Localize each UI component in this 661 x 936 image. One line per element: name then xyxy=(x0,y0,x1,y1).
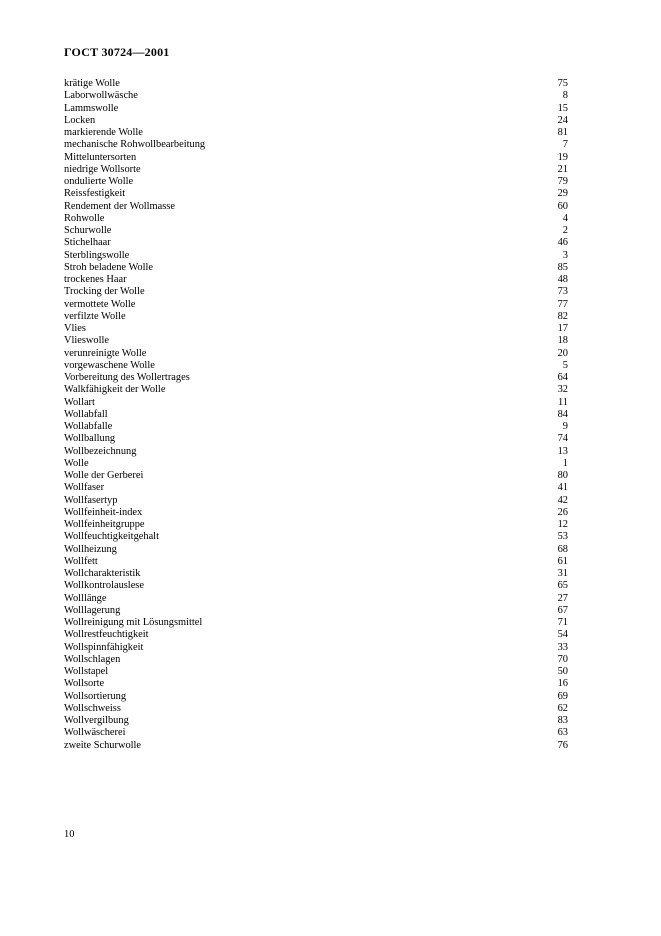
index-term: Wollschweiss xyxy=(64,702,121,714)
index-term-number: 13 xyxy=(557,445,568,457)
index-entry xyxy=(64,127,568,139)
index-entry xyxy=(64,507,568,519)
index-entry xyxy=(64,446,568,458)
page-number: 10 xyxy=(64,829,75,840)
index-term-number: 75 xyxy=(557,78,568,89)
index-term-number: 46 xyxy=(557,237,568,249)
index-term: trockenes Haar xyxy=(64,274,127,285)
index-term-number: 71 xyxy=(557,617,568,628)
index-term-number: 27 xyxy=(557,592,568,604)
index-term-number: 24 xyxy=(557,114,568,126)
index-term-number: 5 xyxy=(562,359,568,371)
index-term-number: 26 xyxy=(557,506,568,518)
index-entry xyxy=(64,409,568,421)
index-term: Wollschlagen xyxy=(64,653,121,665)
index-term-number: 29 xyxy=(557,188,568,200)
index-term: Wollfaser xyxy=(64,482,105,494)
index-term: Wollfett xyxy=(64,555,98,567)
index-entry xyxy=(64,544,568,556)
index-term-number: 85 xyxy=(557,261,568,273)
index-term: Wollkontrolauslese xyxy=(64,580,144,592)
index-term-number: 54 xyxy=(557,629,568,641)
index-term-number: 4 xyxy=(562,212,568,224)
index-term-number: 82 xyxy=(557,310,568,322)
index-term: Vorbereitung des Wollertrages xyxy=(64,372,190,383)
index-term-number: 61 xyxy=(557,555,568,567)
index-entry xyxy=(64,556,568,568)
index-term-number: 42 xyxy=(557,494,568,506)
index-term: Wolllänge xyxy=(64,592,107,604)
index-entry xyxy=(64,201,568,213)
index-term-number: 41 xyxy=(557,482,568,494)
index-term: markierende Wolle xyxy=(64,127,143,138)
index-entry xyxy=(64,421,568,433)
index-entry xyxy=(64,360,568,372)
index-entry xyxy=(64,568,568,580)
index-term-number: 68 xyxy=(557,543,568,555)
index-term: Vlies xyxy=(64,323,86,334)
index-entry xyxy=(64,139,568,151)
index-entry xyxy=(64,580,568,592)
index-term: Trocking der Wolle xyxy=(64,286,145,298)
index-entry xyxy=(64,262,568,274)
index-entry xyxy=(64,164,568,176)
index-term: Wollart xyxy=(64,396,95,408)
index-term-number: 1 xyxy=(562,457,568,469)
index-term-number: 11 xyxy=(557,396,568,408)
index-term: Locken xyxy=(64,114,96,126)
index-term: Wollstapel xyxy=(64,666,109,677)
index-term: ondulierte Wolle xyxy=(64,176,134,187)
index-entry xyxy=(64,642,568,654)
index-term: Stichelhaar xyxy=(64,237,111,249)
index-term: Wollfeuchtigkeitgehalt xyxy=(64,531,159,543)
index-term: Wollsortierung xyxy=(64,690,127,702)
index-term-number: 83 xyxy=(557,715,568,726)
index-term: Wolllagerung xyxy=(64,604,121,616)
index-term-number: 63 xyxy=(557,727,568,739)
index-term: Wollabfalle xyxy=(64,421,113,432)
index-entry xyxy=(64,103,568,115)
index-entry xyxy=(64,666,568,678)
index-term: Wollfasertyp xyxy=(64,494,118,506)
index-term-number: 31 xyxy=(557,568,568,579)
index-entry xyxy=(64,348,568,360)
index-term: Wollheizung xyxy=(64,543,117,555)
index-term: Wollwäscherei xyxy=(64,727,126,739)
index-term: Stroh beladene Wolle xyxy=(64,261,153,273)
index-term-number: 64 xyxy=(557,372,568,383)
index-term-number: 21 xyxy=(557,163,568,175)
index-entry xyxy=(64,629,568,641)
index-term: Wollreinigung mit Lösungsmittel xyxy=(64,617,203,628)
index-entry xyxy=(64,225,568,237)
index-entry xyxy=(64,372,568,384)
index-term-number: 62 xyxy=(557,702,568,714)
index-term: verfilzte Wolle xyxy=(64,310,126,322)
index-entry xyxy=(64,433,568,445)
index-entry xyxy=(64,90,568,102)
index-entry xyxy=(64,335,568,347)
index-term-number: 53 xyxy=(557,531,568,543)
index-term-number: 2 xyxy=(562,225,568,236)
index-term: vorgewaschene Wolle xyxy=(64,359,155,371)
index-entry xyxy=(64,250,568,262)
index-term-number: 81 xyxy=(557,127,568,138)
index-entry xyxy=(64,397,568,409)
index-term: Walkfähigkeit der Wolle xyxy=(64,384,166,396)
document-header: ГОСТ 30724—2001 xyxy=(64,45,170,59)
index-entry xyxy=(64,703,568,715)
index-entry xyxy=(64,691,568,703)
index-entry xyxy=(64,482,568,494)
index-entry xyxy=(64,727,568,739)
index-term-number: 76 xyxy=(557,739,568,751)
index-entry xyxy=(64,519,568,531)
index-term-number: 7 xyxy=(562,139,568,151)
index-term-number: 33 xyxy=(557,641,568,653)
index-term: Reissfestigkeit xyxy=(64,188,126,200)
index-entry xyxy=(64,678,568,690)
index-term: Mitteluntersorten xyxy=(64,151,137,163)
index-entry xyxy=(64,78,568,90)
index-term: Wolle xyxy=(64,457,89,469)
index-term-number: 65 xyxy=(557,580,568,592)
index-entry xyxy=(64,654,568,666)
index-entry xyxy=(64,188,568,200)
index-term: krätige Wolle xyxy=(64,78,120,89)
index-term: Wollvergilbung xyxy=(64,715,129,726)
index-term-number: 67 xyxy=(557,604,568,616)
index-term-number: 70 xyxy=(557,653,568,665)
index-term-number: 17 xyxy=(557,323,568,334)
index-term-number: 8 xyxy=(562,90,568,102)
index-entry xyxy=(64,470,568,482)
index-term: Vlieswolle xyxy=(64,335,110,347)
index-entry xyxy=(64,213,568,225)
index-entry xyxy=(64,323,568,335)
index-entry xyxy=(64,237,568,249)
index-term-number: 80 xyxy=(557,470,568,481)
index-term-number: 77 xyxy=(557,298,568,310)
index-term-number: 20 xyxy=(557,347,568,359)
index-term-number: 9 xyxy=(562,421,568,432)
index-entry xyxy=(64,495,568,507)
index-term-number: 73 xyxy=(557,286,568,298)
index-term: vermottete Wolle xyxy=(64,298,136,310)
index-term-number: 79 xyxy=(557,176,568,187)
index-term: mechanische Rohwollbearbeitung xyxy=(64,139,206,151)
index-term: Wollcharakteristik xyxy=(64,568,141,579)
index-term: Lammswolle xyxy=(64,102,119,114)
index-term: niedrige Wollsorte xyxy=(64,163,141,175)
index-entry xyxy=(64,593,568,605)
index-term-number: 16 xyxy=(557,678,568,690)
index-term: verunreinigte Wolle xyxy=(64,347,147,359)
index-entry xyxy=(64,152,568,164)
index-term: Wollrestfeuchtigkeit xyxy=(64,629,149,641)
index-term-number: 74 xyxy=(557,433,568,445)
index-entry xyxy=(64,740,568,752)
index-entry xyxy=(64,115,568,127)
index-entry xyxy=(64,617,568,629)
index-term-number: 3 xyxy=(562,249,568,261)
index-term: Wollballung xyxy=(64,433,116,445)
index-entry xyxy=(64,531,568,543)
index-term-number: 48 xyxy=(557,274,568,285)
index-entry xyxy=(64,311,568,323)
index-term-number: 15 xyxy=(557,102,568,114)
index-term-number: 50 xyxy=(557,666,568,677)
index-term: Wollbezeichnung xyxy=(64,445,137,457)
index-entry xyxy=(64,176,568,188)
index-entry xyxy=(64,458,568,470)
index-term: Rohwolle xyxy=(64,212,105,224)
index-term: Schurwolle xyxy=(64,225,112,236)
index-term: Wollfeinheitgruppe xyxy=(64,519,145,530)
index-entry xyxy=(64,605,568,617)
index-term: Wollfeinheit-index xyxy=(64,506,143,518)
index-term: Wollspinnfähigkeit xyxy=(64,641,144,653)
index-term-number: 60 xyxy=(557,200,568,212)
term-index-list xyxy=(64,78,568,752)
index-entry xyxy=(64,299,568,311)
index-term-number: 18 xyxy=(557,335,568,347)
index-term: Sterblingswolle xyxy=(64,249,130,261)
index-term: Laborwollwäsche xyxy=(64,90,138,102)
index-term: Wolle der Gerberei xyxy=(64,470,144,481)
index-entry xyxy=(64,715,568,727)
index-term: Rendement der Wollmasse xyxy=(64,200,175,212)
index-term-number: 32 xyxy=(557,384,568,396)
index-entry xyxy=(64,274,568,286)
index-entry xyxy=(64,286,568,298)
index-term-number: 19 xyxy=(557,151,568,163)
index-term-number: 12 xyxy=(557,519,568,530)
index-term-number: 69 xyxy=(557,690,568,702)
index-term-number: 84 xyxy=(557,408,568,420)
index-entry xyxy=(64,384,568,396)
index-term: Wollsorte xyxy=(64,678,105,690)
index-term: zweite Schurwolle xyxy=(64,739,142,751)
index-term: Wollabfall xyxy=(64,408,108,420)
